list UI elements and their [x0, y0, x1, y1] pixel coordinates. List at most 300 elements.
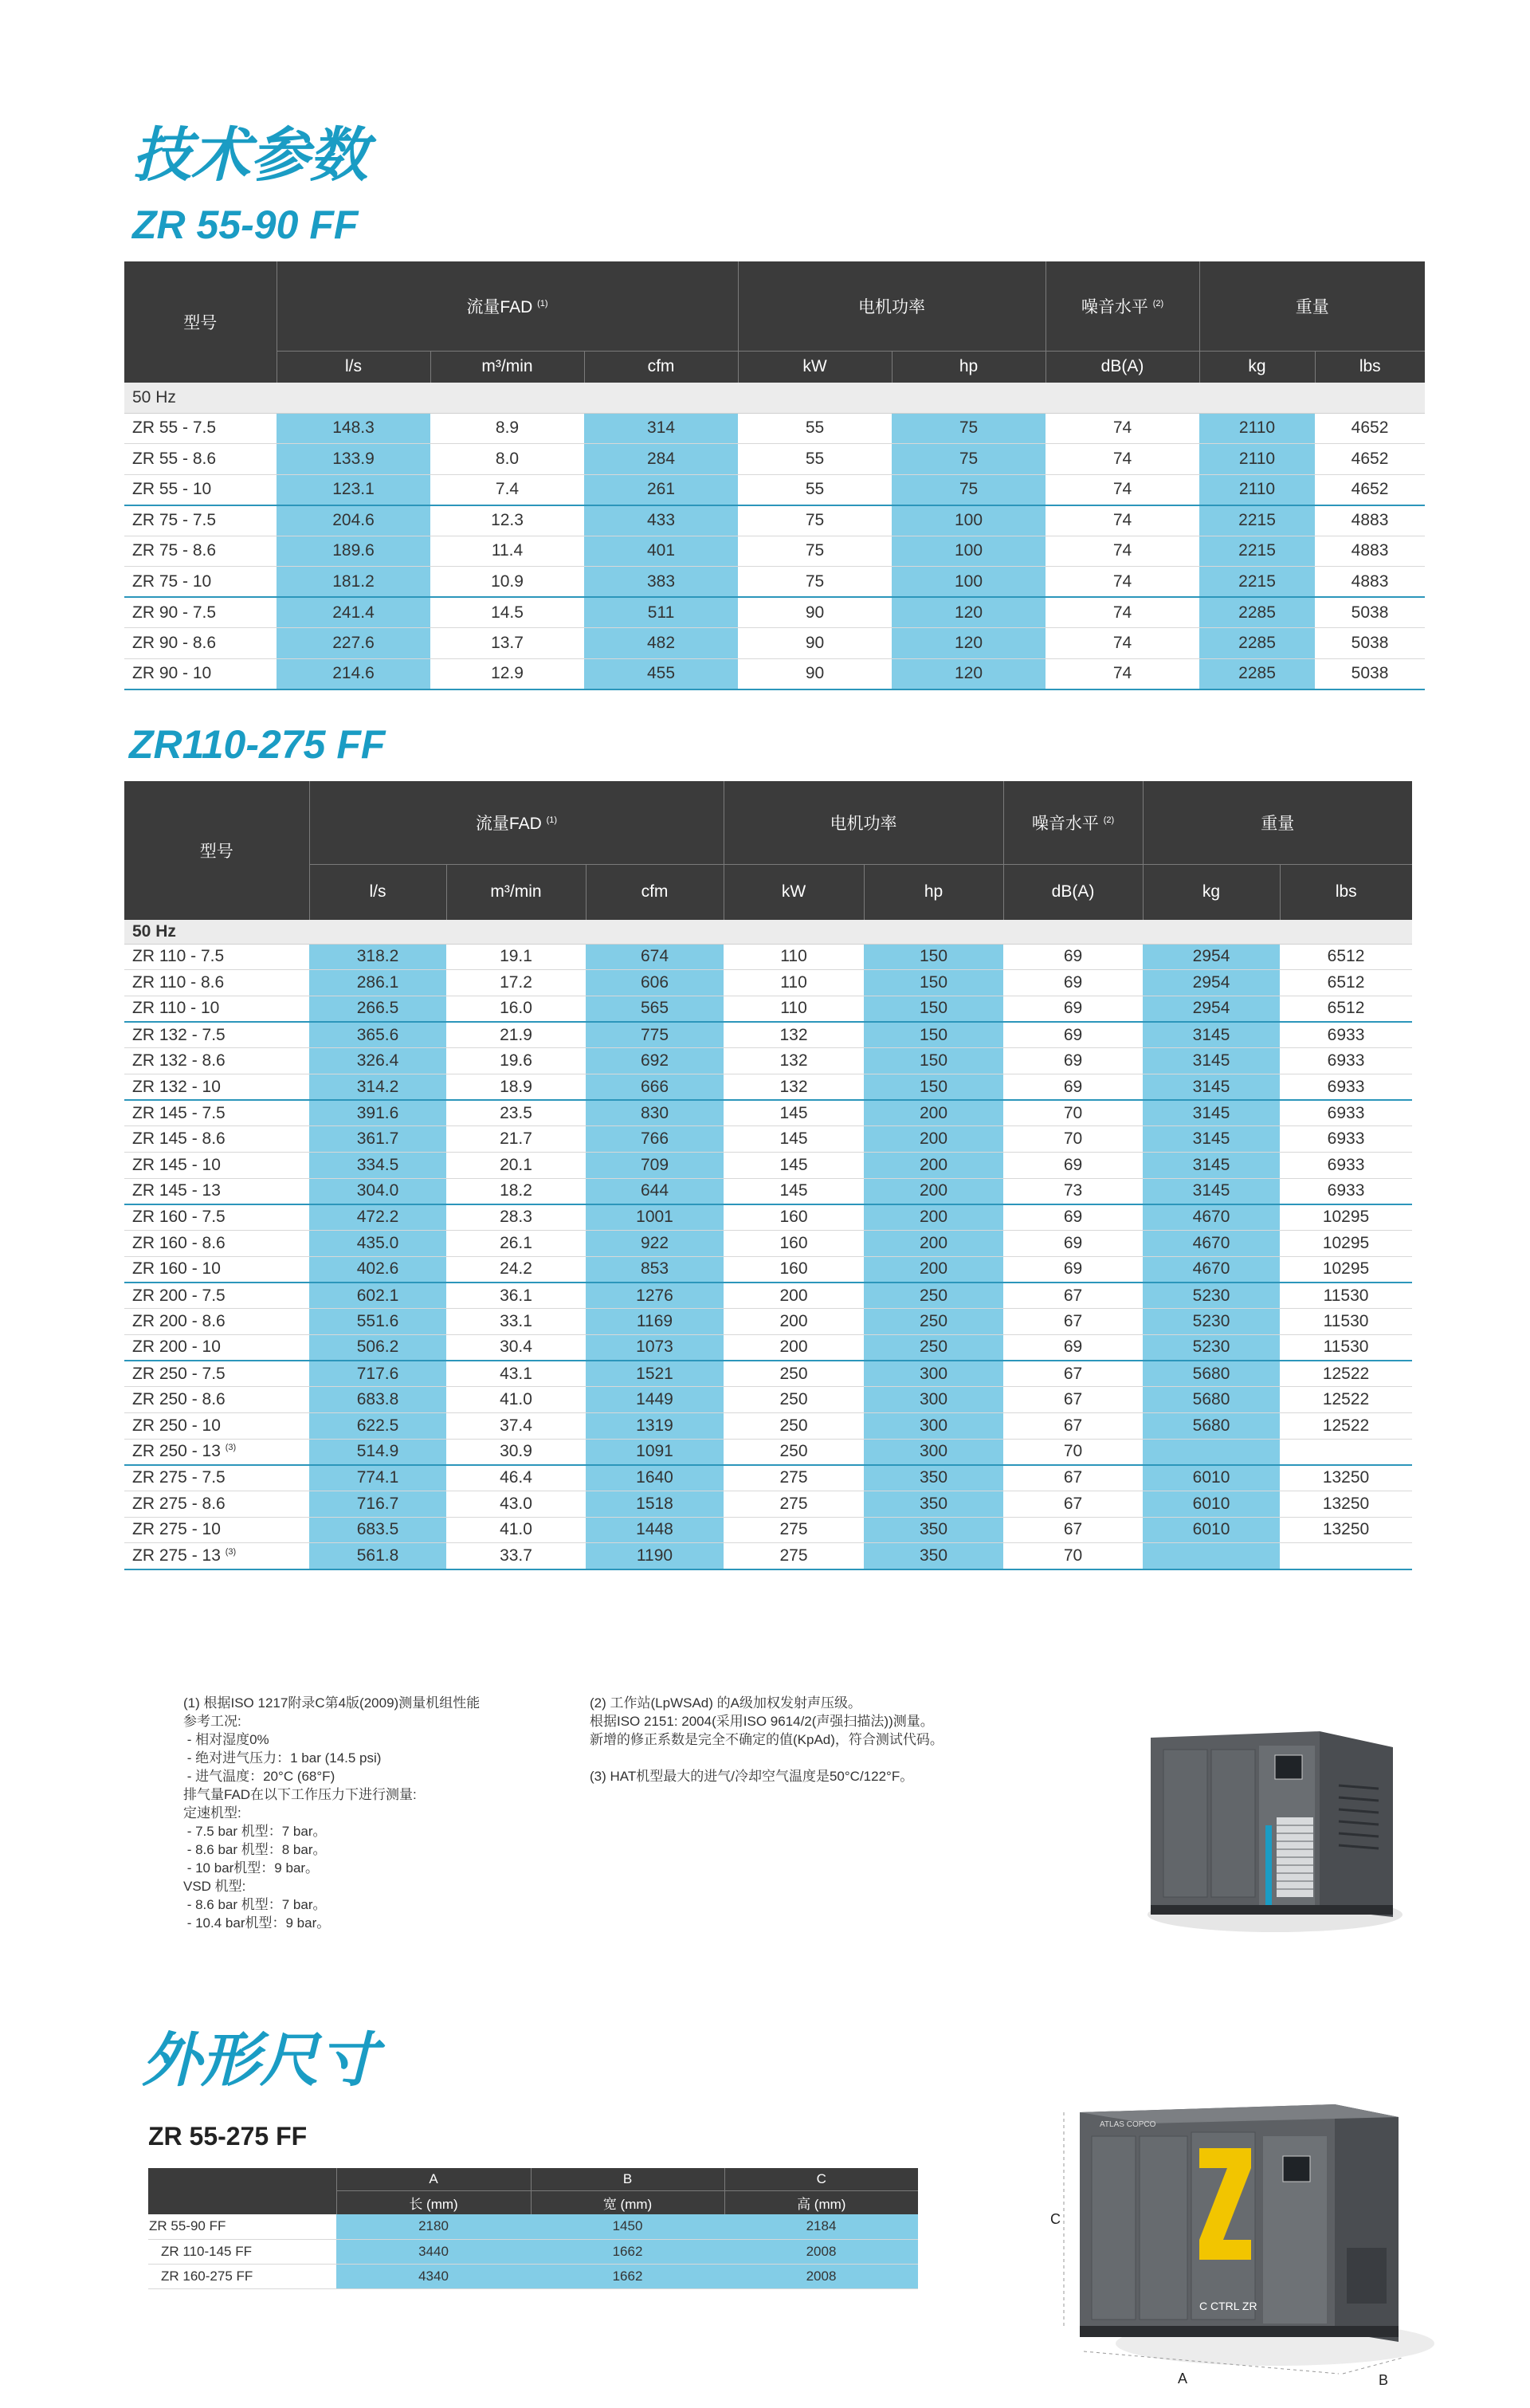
cell-cfm: 674: [586, 944, 724, 970]
compressor-image-small: [1140, 1706, 1402, 1945]
cell-db: 69: [1003, 1256, 1143, 1283]
dimensions-subtitle: ZR 55-275 FF: [148, 2122, 308, 2151]
cell-lbs: 4883: [1315, 567, 1425, 598]
cell-lbs: 12522: [1280, 1412, 1412, 1439]
cell-ls: 241.4: [277, 597, 430, 628]
cell-db: 74: [1046, 536, 1199, 567]
model-name: ZR 75 - 7.5: [132, 511, 217, 529]
cell-cfm: 1276: [586, 1283, 724, 1309]
note-line: - 7.5 bar 机型：7 bar。: [183, 1824, 327, 1839]
note-line: 参考工况:: [183, 1714, 241, 1729]
cell-cfm: 1640: [586, 1465, 724, 1491]
cell-kg: 3145: [1143, 1074, 1280, 1100]
cell-hp: 200: [864, 1178, 1003, 1204]
page-title: 技术参数: [132, 122, 368, 188]
cell-hp: 150: [864, 1074, 1003, 1100]
cell-ls: 514.9: [309, 1439, 446, 1465]
cell-kw: 275: [724, 1543, 864, 1569]
cell-model: [124, 1126, 309, 1153]
table-row: [124, 1178, 1412, 1204]
frequency-label: 50 Hz: [124, 920, 1412, 944]
cell-m3: 33.7: [446, 1543, 586, 1569]
table-row: [124, 1334, 1412, 1361]
cell-db: 69: [1003, 970, 1143, 996]
cell-m3: 19.1: [446, 944, 586, 970]
cell-cfm: 709: [586, 1153, 724, 1179]
cell-lbs: 4883: [1315, 536, 1425, 567]
unit-lbs: lbs: [1315, 351, 1425, 383]
table-row: [124, 1126, 1412, 1153]
cell-m3: 19.6: [446, 1048, 586, 1074]
cell-kw: 132: [724, 1022, 864, 1048]
cell-dim-c: 2184: [724, 2214, 918, 2239]
cell-cfm: 922: [586, 1231, 724, 1257]
cell-kw: 160: [724, 1204, 864, 1231]
cell-hp: 150: [864, 944, 1003, 970]
cell-kg: [1143, 1543, 1280, 1569]
cell-ls: 123.1: [277, 474, 430, 505]
cell-ls: 214.6: [277, 658, 430, 689]
note-line: [590, 1749, 944, 1767]
model-name: ZR 145 - 10: [132, 1155, 221, 1174]
cell-cfm: 830: [586, 1100, 724, 1126]
table-row: [124, 628, 1425, 659]
cell-ls: 683.5: [309, 1517, 446, 1543]
cell-kw: 55: [738, 413, 892, 444]
table-row: [124, 1256, 1412, 1283]
note-line: - 8.6 bar 机型：8 bar。: [183, 1842, 327, 1857]
table-row: [124, 1465, 1412, 1491]
header-model: 型号: [124, 781, 309, 920]
cell-kw: 110: [724, 970, 864, 996]
cell-model: [124, 970, 309, 996]
cell-ls: 204.6: [277, 505, 430, 536]
cell-cfm: 314: [584, 413, 738, 444]
cell-m3: 30.9: [446, 1439, 586, 1465]
cell-ls: 472.2: [309, 1204, 446, 1231]
cell-ls: 551.6: [309, 1309, 446, 1335]
header-motor: 电机功率: [738, 261, 1046, 351]
cell-kg: 2954: [1143, 996, 1280, 1022]
model-name: ZR 110 - 7.5: [132, 947, 225, 966]
cell-kg: 4670: [1143, 1204, 1280, 1231]
cell-ls: 506.2: [309, 1334, 446, 1361]
cell-model: [124, 944, 309, 970]
cell-m3: 33.1: [446, 1309, 586, 1335]
model-name: ZR 275 - 8.6: [132, 1494, 226, 1513]
cell-model: [124, 1491, 309, 1517]
cell-kg: 5680: [1143, 1361, 1280, 1387]
cell-kw: 250: [724, 1439, 864, 1465]
model-name: ZR 90 - 7.5: [132, 603, 217, 622]
cell-m3: 36.1: [446, 1283, 586, 1309]
footnotes-left: [183, 1694, 480, 1932]
cell-db: 67: [1003, 1465, 1143, 1491]
cell-m3: 13.7: [430, 628, 584, 659]
cell-kw: 110: [724, 996, 864, 1022]
cell-lbs: 6512: [1280, 996, 1412, 1022]
compressor-dimension-drawing: [1036, 2088, 1450, 2399]
cell-kw: 145: [724, 1100, 864, 1126]
cell-kg: 3145: [1143, 1178, 1280, 1204]
cell-kg: 6010: [1143, 1517, 1280, 1543]
cell-hp: 350: [864, 1491, 1003, 1517]
cell-m3: 20.1: [446, 1153, 586, 1179]
model-footnote: (3): [225, 1546, 237, 1557]
cell-ls: 304.0: [309, 1178, 446, 1204]
table-row: [124, 1361, 1412, 1387]
cell-kg: 2285: [1199, 628, 1315, 659]
cell-lbs: 4883: [1315, 505, 1425, 536]
cell-lbs: [1280, 1543, 1412, 1569]
cell-kw: 75: [738, 536, 892, 567]
model-name: ZR 200 - 8.6: [132, 1311, 226, 1330]
cell-hp: 120: [892, 597, 1046, 628]
unit-kg: kg: [1199, 351, 1315, 383]
cell-hp: 120: [892, 658, 1046, 689]
cell-model: [124, 1204, 309, 1231]
spec-table-zr55-90: [124, 261, 1425, 690]
header-motor: 电机功率: [724, 781, 1003, 864]
cell-m3: 41.0: [446, 1517, 586, 1543]
header-blank: [148, 2168, 336, 2214]
cell-kw: 75: [738, 567, 892, 598]
cell-hp: 200: [864, 1231, 1003, 1257]
cell-lbs: 6512: [1280, 970, 1412, 996]
cell-m3: 23.5: [446, 1100, 586, 1126]
cell-lbs: [1280, 1439, 1412, 1465]
cell-lbs: 6933: [1280, 1178, 1412, 1204]
cell-db: 69: [1003, 1204, 1143, 1231]
table-row: [124, 536, 1425, 567]
model-name: ZR 160 - 10: [132, 1259, 221, 1279]
cell-cfm: 1319: [586, 1412, 724, 1439]
table-row: [124, 944, 1412, 970]
cell-lbs: 4652: [1315, 444, 1425, 475]
cell-kw: 90: [738, 658, 892, 689]
cell-lbs: 12522: [1280, 1361, 1412, 1387]
table-row: [124, 413, 1425, 444]
cell-cfm: 1449: [586, 1387, 724, 1413]
cell-hp: 100: [892, 536, 1046, 567]
note-line: - 进气温度：20°C (68°F): [183, 1769, 335, 1784]
cell-kw: 90: [738, 628, 892, 659]
cell-dim-a: 3440: [336, 2239, 531, 2264]
cell-m3: 46.4: [446, 1465, 586, 1491]
unit-m3min: m³/min: [446, 864, 586, 920]
table-row: [124, 1412, 1412, 1439]
spec-table-zr110-275: [124, 781, 1412, 1570]
table-row: [124, 444, 1425, 475]
model-name: ZR 275 - 10: [132, 1520, 221, 1539]
cell-lbs: 13250: [1280, 1465, 1412, 1491]
cell-kw: 250: [724, 1361, 864, 1387]
table-row: [148, 2214, 918, 2239]
cell-kw: 160: [724, 1256, 864, 1283]
model-name: ZR 275 - 7.5: [132, 1468, 226, 1487]
cell-db: 69: [1003, 944, 1143, 970]
footnotes-right: [590, 1694, 944, 1785]
cell-ls: 561.8: [309, 1543, 446, 1569]
model-name: ZR 55 - 7.5: [132, 418, 217, 438]
cell-lbs: 6933: [1280, 1100, 1412, 1126]
table-row: [124, 1153, 1412, 1179]
header-fad: 流量FAD $^{(1)}$: [309, 781, 724, 864]
model-name: ZR 250 - 8.6: [132, 1390, 226, 1409]
cell-ls: 717.6: [309, 1361, 446, 1387]
cell-ls: 622.5: [309, 1412, 446, 1439]
cell-lbs: 6933: [1280, 1022, 1412, 1048]
cell-cfm: 1169: [586, 1309, 724, 1335]
cell-model: [124, 1439, 309, 1465]
cell-kg: 4670: [1143, 1231, 1280, 1257]
table-row: [124, 505, 1425, 536]
unit-hp: hp: [892, 351, 1046, 383]
cell-db: 70: [1003, 1126, 1143, 1153]
machine-model-label: C CTRL ZR: [1199, 2300, 1257, 2312]
cell-kg: 2215: [1199, 505, 1315, 536]
cell-cfm: 433: [584, 505, 738, 536]
cell-cfm: 482: [584, 628, 738, 659]
cell-cfm: 606: [586, 970, 724, 996]
cell-ls: 133.9: [277, 444, 430, 475]
cell-kg: 3145: [1143, 1048, 1280, 1074]
note-line: (2) 工作站(LpWSAd) 的A级加权发射声压级。: [590, 1695, 861, 1711]
cell-dim-c: 2008: [724, 2264, 918, 2288]
cell-kw: 55: [738, 444, 892, 475]
cell-model: [124, 1100, 309, 1126]
dim-letter-b: B: [531, 2168, 724, 2190]
cell-cfm: 1190: [586, 1543, 724, 1569]
cell-cfm: 1001: [586, 1204, 724, 1231]
cell-lbs: 5038: [1315, 597, 1425, 628]
table-row: [148, 2239, 918, 2264]
table-row: [124, 1231, 1412, 1257]
table-row: [124, 1100, 1412, 1126]
header-weight: 重量: [1143, 781, 1412, 864]
cell-m3: 41.0: [446, 1387, 586, 1413]
cell-lbs: 11530: [1280, 1309, 1412, 1335]
model-name: ZR 132 - 10: [132, 1077, 221, 1096]
cell-ls: 402.6: [309, 1256, 446, 1283]
model-name: ZR 160 - 7.5: [132, 1208, 226, 1227]
dim-letter-c: C: [724, 2168, 918, 2190]
cell-cfm: 284: [584, 444, 738, 475]
note-line: - 10.4 bar机型：9 bar。: [183, 1915, 331, 1931]
cell-db: 69: [1003, 1231, 1143, 1257]
cell-kg: 3145: [1143, 1126, 1280, 1153]
cell-hp: 250: [864, 1309, 1003, 1335]
cell-m3: 16.0: [446, 996, 586, 1022]
cell-kg: 3145: [1143, 1022, 1280, 1048]
cell-model: [124, 444, 277, 475]
cell-kg: 5230: [1143, 1309, 1280, 1335]
cell-kw: 250: [724, 1387, 864, 1413]
table-row: [124, 1309, 1412, 1335]
cell-ls: 266.5: [309, 996, 446, 1022]
note-line: 根据ISO 2151: 2004(采用ISO 9614/2(声强扫描法))测量。: [590, 1714, 934, 1729]
cell-cfm: 775: [586, 1022, 724, 1048]
cell-model: [124, 1543, 309, 1569]
cell-db: 67: [1003, 1412, 1143, 1439]
cell-lbs: 4652: [1315, 474, 1425, 505]
cell-cfm: 666: [586, 1074, 724, 1100]
cell-ls: 318.2: [309, 944, 446, 970]
cell-kg: 5680: [1143, 1412, 1280, 1439]
note-line: 定速机型:: [183, 1805, 241, 1821]
cell-model: [124, 1334, 309, 1361]
table-row: [124, 567, 1425, 598]
table-row: [124, 996, 1412, 1022]
cell-m3: 24.2: [446, 1256, 586, 1283]
cell-model: [124, 1048, 309, 1074]
cell-hp: 200: [864, 1204, 1003, 1231]
note-line: - 8.6 bar 机型：7 bar。: [183, 1897, 327, 1912]
cell-kg: 2954: [1143, 944, 1280, 970]
cell-model: [124, 1361, 309, 1387]
cell-db: 74: [1046, 658, 1199, 689]
cell-db: 67: [1003, 1387, 1143, 1413]
note-line: 排气量FAD在以下工作压力下进行测量:: [183, 1787, 417, 1802]
table-row: [124, 1491, 1412, 1517]
cell-hp: 200: [864, 1256, 1003, 1283]
cell-db: 74: [1046, 413, 1199, 444]
cell-kg: 5680: [1143, 1387, 1280, 1413]
cell-m3: 10.9: [430, 567, 584, 598]
unit-m3min: m³/min: [430, 351, 584, 383]
cell-cfm: 692: [586, 1048, 724, 1074]
cell-hp: 350: [864, 1465, 1003, 1491]
cell-m3: 43.1: [446, 1361, 586, 1387]
cell-hp: 150: [864, 970, 1003, 996]
model-name: ZR 160 - 8.6: [132, 1233, 226, 1252]
cell-dim-b: 1662: [531, 2239, 724, 2264]
unit-dba: dB(A): [1003, 864, 1143, 920]
header-weight: 重量: [1199, 261, 1425, 351]
cell-m3: 30.4: [446, 1334, 586, 1361]
table-row: [124, 1439, 1412, 1465]
header-noise: 噪音水平 $^{(2)}$: [1003, 781, 1143, 864]
dim-label-width: 宽 (mm): [531, 2190, 724, 2214]
cell-db: 70: [1003, 1439, 1143, 1465]
cell-kw: 275: [724, 1491, 864, 1517]
cell-model: [124, 1517, 309, 1543]
cell-db: 67: [1003, 1361, 1143, 1387]
cell-lbs: 10295: [1280, 1231, 1412, 1257]
model-name: ZR 132 - 8.6: [132, 1051, 226, 1070]
cell-cfm: 644: [586, 1178, 724, 1204]
model-name: ZR 275 - 13: [132, 1546, 221, 1565]
table-row: [124, 1074, 1412, 1100]
model-name: ZR 250 - 10: [132, 1416, 221, 1435]
cell-hp: 150: [864, 1048, 1003, 1074]
model-name: ZR 110 - 8.6: [132, 973, 225, 992]
table1-title: ZR 55-90 FF: [132, 202, 359, 247]
dim-label-c: C: [1050, 2211, 1061, 2227]
cell-dim-c: 2008: [724, 2239, 918, 2264]
table-row: [124, 1387, 1412, 1413]
cell-model: [124, 567, 277, 598]
cell-hp: 300: [864, 1439, 1003, 1465]
cell-kw: 200: [724, 1283, 864, 1309]
cell-model: [124, 1153, 309, 1179]
model-name: ZR 250 - 7.5: [132, 1364, 226, 1383]
cell-ls: 189.6: [277, 536, 430, 567]
cell-db: 67: [1003, 1309, 1143, 1335]
cell-ls: 314.2: [309, 1074, 446, 1100]
table-row: [124, 474, 1425, 505]
model-name: ZR 55 - 8.6: [132, 449, 217, 468]
cell-db: 67: [1003, 1283, 1143, 1309]
cell-db: 69: [1003, 996, 1143, 1022]
cell-model: [124, 1465, 309, 1491]
cell-kw: 145: [724, 1153, 864, 1179]
cell-kw: 75: [738, 505, 892, 536]
machine-brand-label: ATLAS COPCO: [1100, 2120, 1156, 2129]
cell-hp: 150: [864, 1022, 1003, 1048]
cell-ls: 602.1: [309, 1283, 446, 1309]
table-row: [124, 1543, 1412, 1569]
cell-cfm: 511: [584, 597, 738, 628]
cell-m3: 12.3: [430, 505, 584, 536]
cell-hp: 350: [864, 1543, 1003, 1569]
cell-m3: 21.9: [446, 1022, 586, 1048]
table-row: [124, 1204, 1412, 1231]
cell-ls: 181.2: [277, 567, 430, 598]
cell-kw: 110: [724, 944, 864, 970]
cell-ls: 286.1: [309, 970, 446, 996]
cell-m3: 28.3: [446, 1204, 586, 1231]
cell-lbs: 11530: [1280, 1334, 1412, 1361]
cell-hp: 300: [864, 1412, 1003, 1439]
cell-kg: 2110: [1199, 474, 1315, 505]
cell-lbs: 6933: [1280, 1126, 1412, 1153]
cell-model: ZR 55-90 FF: [148, 2214, 336, 2239]
model-name: ZR 250 - 13: [132, 1442, 221, 1461]
table-row: [124, 597, 1425, 628]
cell-m3: 37.4: [446, 1412, 586, 1439]
cell-ls: 148.3: [277, 413, 430, 444]
cell-kg: 2110: [1199, 444, 1315, 475]
cell-model: [124, 1256, 309, 1283]
cell-lbs: 6933: [1280, 1074, 1412, 1100]
note-line: (3) HAT机型最大的进气/冷却空气温度是50°C/122°F。: [590, 1769, 914, 1784]
cell-cfm: 261: [584, 474, 738, 505]
model-footnote: (3): [225, 1443, 237, 1453]
unit-hp: hp: [864, 864, 1003, 920]
cell-hp: 250: [864, 1334, 1003, 1361]
cell-m3: 18.9: [446, 1074, 586, 1100]
table-row: [148, 2264, 918, 2288]
cell-kg: 2215: [1199, 536, 1315, 567]
cell-kg: 2285: [1199, 658, 1315, 689]
cell-cfm: 766: [586, 1126, 724, 1153]
cell-cfm: 1091: [586, 1439, 724, 1465]
cell-lbs: 5038: [1315, 628, 1425, 659]
dim-label-length: 长 (mm): [336, 2190, 531, 2214]
cell-lbs: 13250: [1280, 1491, 1412, 1517]
cell-model: [124, 1178, 309, 1204]
cell-db: 73: [1003, 1178, 1143, 1204]
cell-db: 69: [1003, 1022, 1143, 1048]
cell-lbs: 6512: [1280, 944, 1412, 970]
cell-db: 67: [1003, 1517, 1143, 1543]
unit-cfm: cfm: [586, 864, 724, 920]
cell-kg: 2215: [1199, 567, 1315, 598]
cell-cfm: 1073: [586, 1334, 724, 1361]
model-name: ZR 200 - 7.5: [132, 1286, 226, 1305]
cell-ls: 683.8: [309, 1387, 446, 1413]
